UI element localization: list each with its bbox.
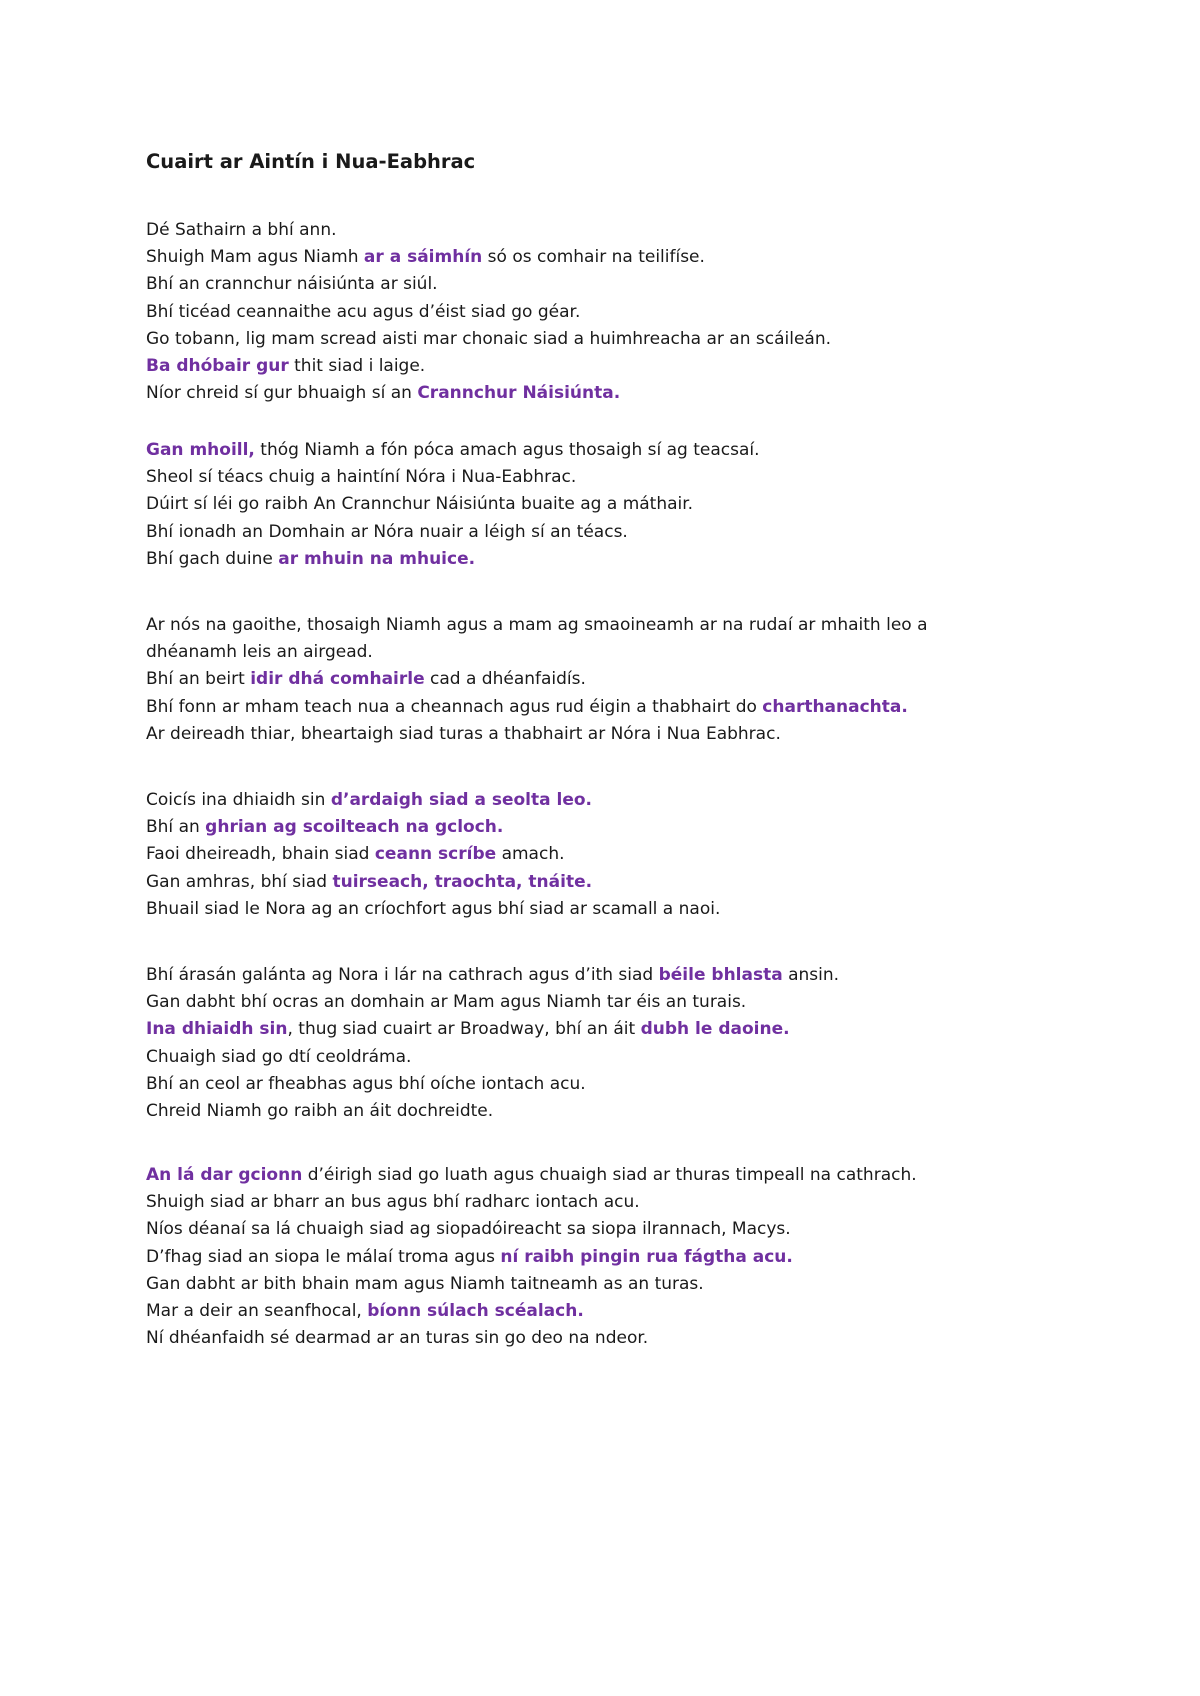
text-line	[146, 721, 1146, 748]
text-run: D’fhag siad an siopa le málaí troma agus	[146, 1246, 501, 1267]
highlighted-phrase: idir dhá comhairle	[250, 669, 425, 690]
text-line	[146, 1098, 1146, 1125]
paragraph-5	[146, 962, 1146, 1125]
text-line	[146, 1016, 1146, 1043]
text-run: Bhí árasán galánta ag Nora i lár na cathrach agus d’ith siad	[146, 965, 659, 985]
text-line	[146, 1216, 1146, 1243]
paragraph-6	[146, 1162, 1146, 1352]
text-line	[146, 962, 1146, 989]
text-line	[146, 694, 1146, 721]
text-run: Bhuail siad le Nora ag an críochfort agus bhí siad ar scamall a naoi.	[146, 898, 721, 919]
text-run: Gan dabht bhí ocras an domhain ar Mam agus Niamh tar éis an turais.	[146, 992, 747, 1013]
highlighted-phrase: ghrian ag scoilteach na gcloch.	[205, 817, 504, 838]
text-line	[146, 491, 1146, 518]
paragraph-4	[146, 787, 1146, 923]
text-line	[146, 666, 1146, 693]
text-line	[146, 1325, 1146, 1352]
text-run: d’éirigh siad go luath agus chuaigh siad ar thuras timpeall na cathrach.	[302, 1165, 917, 1185]
text-line	[146, 814, 1146, 841]
text-run: , thug siad cuairt ar Broadway, bhí an áit	[287, 1019, 641, 1040]
text-line	[146, 1189, 1146, 1216]
text-run: Bhí fonn ar mham teach nua a cheannach agus rud éigin a thabhairt do	[146, 696, 763, 717]
text-run: Ar nós na gaoithe, thosaigh Niamh agus a mam ag smaoineamh ar na rudaí ar mhaith leo a	[146, 615, 928, 635]
text-run: Ní dhéanfaidh sé dearmad ar an turas sin go deo na ndeor.	[146, 1328, 649, 1349]
text-run: ansin.	[782, 965, 840, 985]
highlighted-phrase: An lá dar gcionn	[146, 1165, 303, 1185]
text-run: cad a dhéanfaidís.	[424, 669, 586, 690]
text-line	[146, 244, 1146, 271]
highlighted-phrase: Ba dhóbair gur	[146, 356, 289, 377]
paragraph-1	[146, 217, 1146, 407]
text-run: Dé Sathairn a bhí ann.	[146, 220, 337, 240]
text-line	[146, 326, 1146, 353]
highlighted-phrase: dubh le daoine.	[640, 1019, 790, 1040]
text-run: Dúirt sí léi go raibh An Crannchur Náisiúnta buaite ag a máthair.	[146, 494, 694, 515]
highlighted-phrase: tuirseach, traochta, tnáite.	[332, 871, 593, 892]
text-run: thóg Niamh a fón póca amach agus thosaigh sí ag teacsaí.	[254, 440, 760, 460]
text-run: Bhí an ceol ar fheabhas agus bhí oíche iontach acu.	[146, 1073, 586, 1094]
highlighted-phrase: d’ardaigh siad a seolta leo.	[330, 790, 593, 810]
text-line	[146, 380, 1146, 407]
highlighted-phrase: bíonn súlach scéalach.	[367, 1301, 584, 1322]
text-run: dhéanamh leis an airgead.	[146, 642, 373, 663]
text-line	[146, 437, 1146, 464]
text-line	[146, 1044, 1146, 1071]
text-line	[146, 1298, 1146, 1325]
text-line	[146, 519, 1146, 546]
text-run: Chuaigh siad go dtí ceoldráma.	[146, 1046, 412, 1067]
text-line	[146, 787, 1146, 814]
highlighted-phrase: ceann scríbe	[374, 844, 497, 865]
text-run: Sheol sí téacs chuig a haintíní Nóra i Nua-Eabhrac.	[146, 467, 577, 488]
text-run: Bhí ticéad ceannaithe acu agus d’éist siad go géar.	[146, 301, 581, 322]
text-run: Níos déanaí sa lá chuaigh siad ag siopadóireacht sa siopa ilrannach, Macys.	[146, 1219, 791, 1240]
document-title: Cuairt ar Aintín i Nua-Eabhrac	[146, 150, 476, 173]
paragraph-3	[146, 612, 1146, 748]
highlighted-phrase: ar a sáimhín	[363, 247, 483, 268]
highlighted-phrase: Crannchur Náisiúnta.	[417, 383, 621, 404]
text-line	[146, 299, 1146, 326]
highlighted-phrase: Ina dhiaidh sin	[146, 1019, 288, 1040]
text-run: Shuigh Mam agus Niamh	[146, 247, 364, 268]
text-line	[146, 546, 1146, 573]
highlighted-phrase: charthanachta.	[762, 696, 908, 717]
text-run: Bhí an	[146, 817, 206, 838]
text-run: Mar a deir an seanfhocal,	[146, 1301, 368, 1322]
text-line	[146, 353, 1146, 380]
text-run: Bhí ionadh an Domhain ar Nóra nuair a léigh sí an téacs.	[146, 521, 628, 542]
text-line	[146, 271, 1146, 298]
text-run: Bhí an beirt	[146, 669, 251, 690]
text-run: só os comhair na teilifíse.	[482, 247, 705, 268]
text-run: Níor chreid sí gur bhuaigh sí an	[146, 383, 418, 404]
text-run: Faoi dheireadh, bhain siad	[146, 844, 375, 865]
text-run: Go tobann, lig mam scread aisti mar chonaic siad a huimhreacha ar an scáileán.	[146, 328, 832, 349]
highlighted-phrase: ní raibh pingin rua fágtha acu.	[500, 1246, 793, 1267]
text-run: Bhí gach duine	[146, 548, 279, 569]
text-line	[146, 1244, 1146, 1271]
text-line	[146, 989, 1146, 1016]
text-run: Shuigh siad ar bharr an bus agus bhí radharc iontach acu.	[146, 1192, 640, 1213]
text-run: Ar deireadh thiar, bheartaigh siad turas a thabhairt ar Nóra i Nua Eabhrac.	[146, 723, 781, 744]
text-run: thit siad i laige.	[288, 356, 426, 377]
highlighted-phrase: ar mhuin na mhuice.	[278, 548, 476, 569]
text-line	[146, 217, 1146, 244]
text-line	[146, 869, 1146, 896]
text-line	[146, 1162, 1146, 1189]
text-line	[146, 896, 1146, 923]
highlighted-phrase: Gan mhoill,	[146, 440, 255, 460]
text-line	[146, 1071, 1146, 1098]
text-line	[146, 464, 1146, 491]
text-line	[146, 612, 1146, 639]
paragraph-2	[146, 437, 1146, 573]
text-run: Gan amhras, bhí siad	[146, 871, 333, 892]
text-line	[146, 1271, 1146, 1298]
text-run: Gan dabht ar bith bhain mam agus Niamh taitneamh as an turas.	[146, 1273, 704, 1294]
highlighted-phrase: béile bhlasta	[658, 965, 783, 985]
text-line	[146, 639, 1146, 666]
text-line	[146, 841, 1146, 868]
text-run: Bhí an crannchur náisiúnta ar siúl.	[146, 274, 438, 295]
text-run: amach.	[496, 844, 565, 865]
text-run: Coicís ina dhiaidh sin	[146, 790, 331, 810]
text-run: Chreid Niamh go raibh an áit dochreidte.	[146, 1101, 494, 1122]
